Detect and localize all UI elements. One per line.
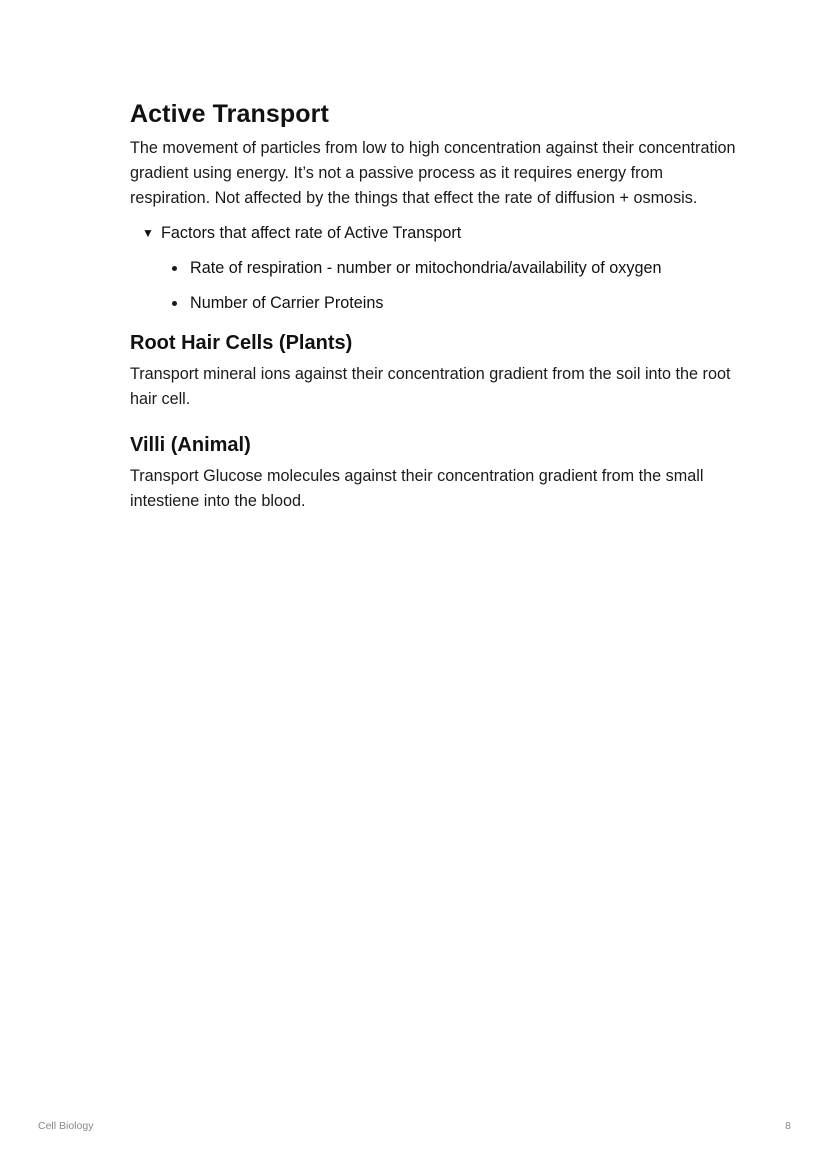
- list-item: [170, 291, 740, 316]
- bullet-icon: [172, 301, 177, 306]
- section-text-root-hair-cells: Transport mineral ions against their concentration gradient from the soil into the root hair cell.: [130, 365, 731, 408]
- section-heading-root-hair-cells: Root Hair Cells (Plants): [130, 332, 353, 354]
- page-content: [130, 96, 740, 514]
- section-heading-villi: Villi (Animal): [130, 434, 251, 456]
- toggle-header[interactable]: [140, 221, 740, 246]
- page-title: Active Transport: [130, 100, 329, 128]
- list-item: [170, 256, 740, 281]
- factor-list: [140, 256, 740, 316]
- toggle-label: Factors that affect rate of Active Transport: [161, 224, 462, 242]
- bullet-icon: [172, 266, 177, 271]
- intro-paragraph: The movement of particles from low to high concentration against their concentration gradient using energy. It’s not a passive process as it requires energy from respiration. Not affected by the things that effect the rate of diffusion + osmosis.: [130, 139, 736, 207]
- footer-section-name: Cell Biology: [38, 1120, 94, 1132]
- list-item-text: Rate of respiration - number or mitochondria/availability of oxygen: [190, 259, 662, 277]
- triangle-down-icon[interactable]: ▼: [142, 226, 154, 240]
- footer-page-number: 8: [785, 1120, 791, 1132]
- list-item-text: Number of Carrier Proteins: [190, 294, 384, 312]
- section-text-villi: Transport Glucose molecules against their concentration gradient from the small intestiene into the blood.: [130, 467, 704, 510]
- factors-toggle: [140, 221, 740, 316]
